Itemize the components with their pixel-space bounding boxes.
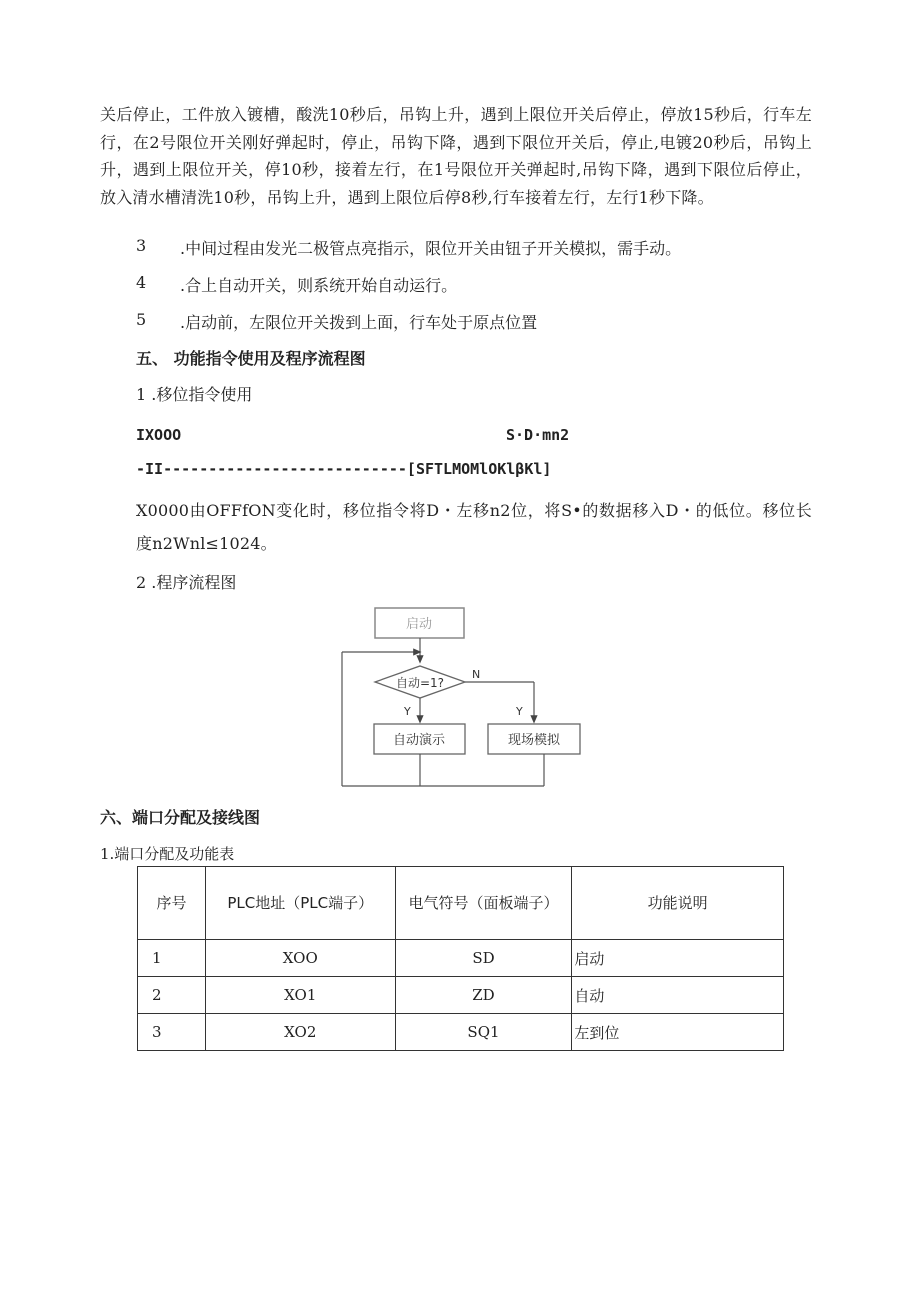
cell-plc-address: XOO <box>205 940 395 977</box>
intro-paragraph: 关后停止，工件放入镀槽，酸洗10秒后，吊钩上升，遇到上限位开关后停止，停放15秒后，行车左行，在2号限位开关刚好弹起时，停止，吊钩下降，遇到下限位开关后，停止,电镀20秒后，吊钩上升，遇到上限位开关，停10秒，接着左行，在1号限位开关弹起时,吊钩下降，遇到下限位后停止，放入清水槽清洗10秒，吊钩上升，遇到上限位后停8秒,行车接着左行，左行1秒下降。 <box>100 105 812 207</box>
cell-function: 左到位 <box>572 1014 784 1051</box>
section-heading-5: 五、 功能指令使用及程序流程图 <box>136 349 366 368</box>
auto-demo-label: 自动演示 <box>392 733 446 748</box>
cell-function: 自动 <box>572 977 784 1014</box>
table-row <box>138 1014 784 1051</box>
yes-label-left: Y <box>404 705 411 718</box>
list-item <box>0 310 920 334</box>
table-title: 1.端口分配及功能表 <box>100 845 235 863</box>
start-node-label: 启动 <box>405 617 433 632</box>
subsection-title-1: 1 .移位指令使用 <box>136 385 253 404</box>
cell-index: 2 <box>138 977 206 1014</box>
yes-label-right: Y <box>516 705 523 718</box>
list-item <box>0 273 920 297</box>
cell-index: 3 <box>138 1014 206 1051</box>
header-index: 序号 <box>138 867 206 940</box>
list-item-text: .启动前，左限位开关拨到上面，行车处于原点位置 <box>180 313 538 332</box>
decision-node <box>375 666 465 698</box>
field-sim-node <box>488 724 580 754</box>
header-electrical-symbol: 电气符号（面板端子） <box>395 867 572 940</box>
table-header-row <box>138 867 784 940</box>
cell-plc-address: XO2 <box>205 1014 395 1051</box>
header-function: 功能说明 <box>572 867 784 940</box>
cell-electrical-symbol: SQ1 <box>395 1014 572 1051</box>
table-row <box>138 940 784 977</box>
list-item-text: .合上自动开关，则系统开始自动运行。 <box>180 276 458 295</box>
description-paragraph: X0000由OFFfON变化时，移位指令将D・左移n2位，将S•的数据移入D・的低位。移位长度n2Wnl≤1024。 <box>136 501 812 553</box>
cell-electrical-symbol: ZD <box>395 977 572 1014</box>
code-left-label: IXOOO <box>136 426 182 444</box>
section-heading-6: 六、端口分配及接线图 <box>100 808 261 827</box>
cell-function: 启动 <box>572 940 784 977</box>
auto-demo-node <box>374 724 465 754</box>
list-item <box>0 236 920 260</box>
list-item-text: .中间过程由发光二极管点亮指示，限位开关由钮子开关模拟，需手动。 <box>180 239 682 258</box>
cell-index: 1 <box>138 940 206 977</box>
cell-plc-address: XO1 <box>205 977 395 1014</box>
cell-electrical-symbol: SD <box>395 940 572 977</box>
start-node <box>375 608 464 638</box>
list-item-number: 5 <box>136 310 147 329</box>
code-right-label: S·D·mn2 <box>506 426 570 444</box>
decision-node-label: 自动=1? <box>395 676 445 690</box>
list-item-number: 4 <box>136 273 147 292</box>
list-item-number: 3 <box>136 236 147 255</box>
program-flowchart <box>330 600 590 795</box>
port-assignment-table <box>137 866 784 1051</box>
subsection-title-2: 2 .程序流程图 <box>136 573 237 592</box>
no-label: N <box>472 668 481 681</box>
field-sim-label: 现场模拟 <box>507 733 561 748</box>
table-row <box>138 977 784 1014</box>
header-plc-address: PLC地址（PLC端子） <box>205 867 395 940</box>
ladder-rung: -II---------------------------[SFTLMOMlOKlβKl] <box>136 460 552 478</box>
